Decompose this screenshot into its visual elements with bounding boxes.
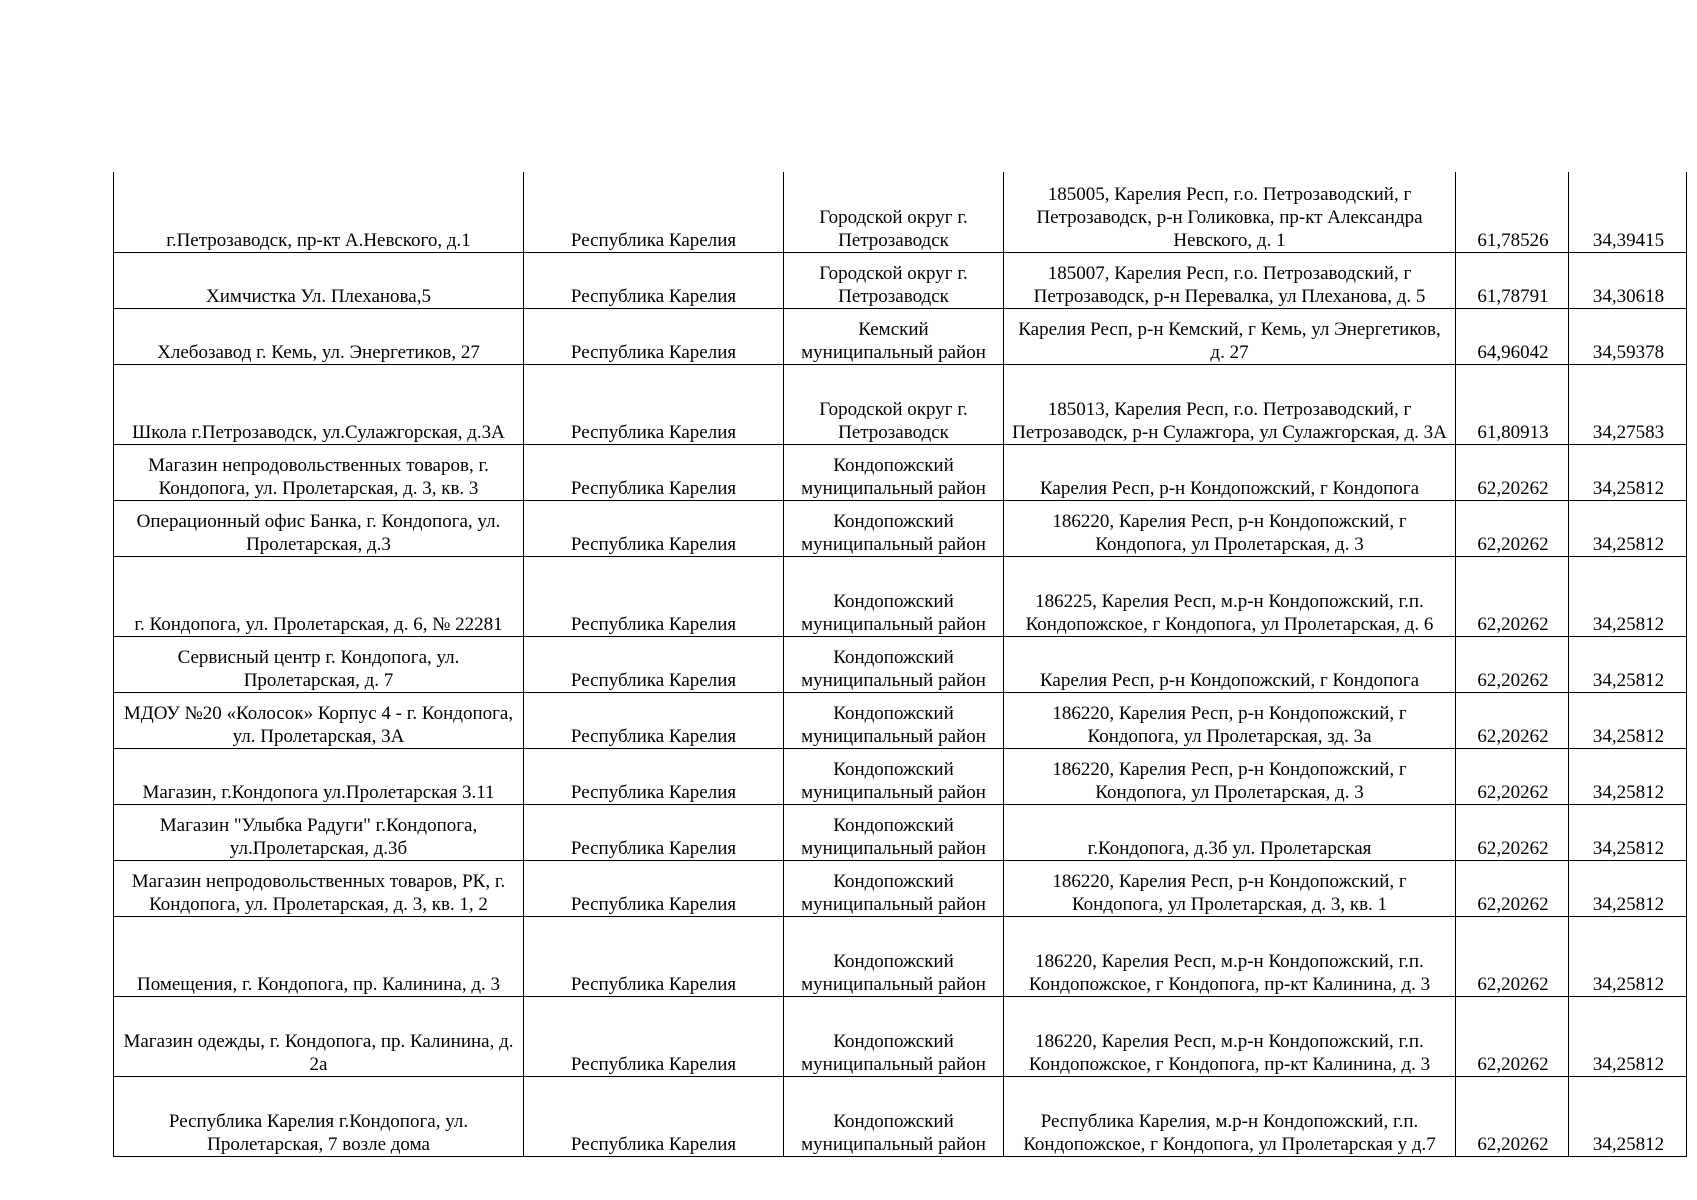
object-name-cell: МДОУ №20 «Колосок» Корпус 4 - г. Кондопога, ул. Пролетарская, 3А (114, 692, 524, 748)
longitude-cell: 34,25812 (1569, 860, 1687, 916)
address-cell: г.Кондопога, д.3б ул. Пролетарская (1004, 804, 1456, 860)
object-name-cell: Магазин, г.Кондопога ул.Пролетарская 3.11 (114, 748, 524, 804)
longitude-cell: 34,25812 (1569, 804, 1687, 860)
latitude-cell: 62,20262 (1456, 916, 1569, 996)
table-row (114, 636, 1687, 692)
object-name-cell: г.Петрозаводск, пр-кт А.Невского, д.1 (114, 172, 524, 252)
address-cell: 186220, Карелия Респ, р-н Кондопожский, г Кондопога, ул Пролетарская, д. 3 (1004, 500, 1456, 556)
municipality-cell: Городской округ г. Петрозаводск (784, 364, 1004, 444)
latitude-cell: 62,20262 (1456, 444, 1569, 500)
municipality-cell: Кондопожский муниципальный район (784, 860, 1004, 916)
latitude-cell: 64,96042 (1456, 308, 1569, 364)
longitude-cell: 34,25812 (1569, 500, 1687, 556)
longitude-cell: 34,25812 (1569, 996, 1687, 1076)
longitude-cell: 34,25812 (1569, 1076, 1687, 1156)
object-name-cell: Помещения, г. Кондопога, пр. Калинина, д. 3 (114, 916, 524, 996)
municipality-cell: Городской округ г. Петрозаводск (784, 252, 1004, 308)
table-row (114, 444, 1687, 500)
municipality-cell: Кондопожский муниципальный район (784, 636, 1004, 692)
municipality-cell: Кондопожский муниципальный район (784, 444, 1004, 500)
region-cell: Республика Карелия (524, 500, 784, 556)
address-cell: 186220, Карелия Респ, м.р-н Кондопожский, г.п. Кондопожское, г Кондопога, пр-кт Калинина, д. 3 (1004, 916, 1456, 996)
address-cell: 186220, Карелия Респ, м.р-н Кондопожский, г.п. Кондопожское, г Кондопога, пр-кт Калинина, д. 3 (1004, 996, 1456, 1076)
region-cell: Республика Карелия (524, 748, 784, 804)
municipality-cell: Кемский муниципальный район (784, 308, 1004, 364)
table-row (114, 1076, 1687, 1156)
latitude-cell: 62,20262 (1456, 996, 1569, 1076)
longitude-cell: 34,27583 (1569, 364, 1687, 444)
table-row (114, 172, 1687, 252)
object-name-cell: Магазин непродовольственных товаров, г. Кондопога, ул. Пролетарская, д. 3, кв. 3 (114, 444, 524, 500)
region-cell: Республика Карелия (524, 804, 784, 860)
address-cell: Карелия Респ, р-н Кондопожский, г Кондопога (1004, 636, 1456, 692)
table-row (114, 804, 1687, 860)
object-name-cell: Магазин "Улыбка Радуги" г.Кондопога, ул.Пролетарская, д.3б (114, 804, 524, 860)
region-cell: Республика Карелия (524, 636, 784, 692)
address-cell: 186220, Карелия Респ, р-н Кондопожский, г Кондопога, ул Пролетарская, зд. 3а (1004, 692, 1456, 748)
address-cell: 186220, Карелия Респ, р-н Кондопожский, г Кондопога, ул Пролетарская, д. 3 (1004, 748, 1456, 804)
address-cell: 185007, Карелия Респ, г.о. Петрозаводский, г Петрозаводск, р-н Перевалка, ул Плеханова, д. 5 (1004, 252, 1456, 308)
table-row (114, 692, 1687, 748)
region-cell: Республика Карелия (524, 308, 784, 364)
address-cell: 186225, Карелия Респ, м.р-н Кондопожский, г.п. Кондопожское, г Кондопога, ул Пролетарская, д. 6 (1004, 556, 1456, 636)
municipality-cell: Кондопожский муниципальный район (784, 804, 1004, 860)
object-name-cell: Магазин непродовольственных товаров, РК, г. Кондопога, ул. Пролетарская, д. 3, кв. 1, 2 (114, 860, 524, 916)
municipality-cell: Городской округ г. Петрозаводск (784, 172, 1004, 252)
object-name-cell: Сервисный центр г. Кондопога, ул. Пролетарская, д. 7 (114, 636, 524, 692)
table-row (114, 364, 1687, 444)
region-cell: Республика Карелия (524, 860, 784, 916)
latitude-cell: 62,20262 (1456, 804, 1569, 860)
municipality-cell: Кондопожский муниципальный район (784, 692, 1004, 748)
object-name-cell: Школа г.Петрозаводск, ул.Сулажгорская, д.3А (114, 364, 524, 444)
municipality-cell: Кондопожский муниципальный район (784, 996, 1004, 1076)
object-name-cell: Хлебозавод г. Кемь, ул. Энергетиков, 27 (114, 308, 524, 364)
object-name-cell: Магазин одежды, г. Кондопога, пр. Калинина, д. 2а (114, 996, 524, 1076)
municipality-cell: Кондопожский муниципальный район (784, 916, 1004, 996)
address-cell: 186220, Карелия Респ, р-н Кондопожский, г Кондопога, ул Пролетарская, д. 3, кв. 1 (1004, 860, 1456, 916)
registry-table (113, 172, 1687, 1157)
object-name-cell: Республика Карелия г.Кондопога, ул. Пролетарская, 7 возле дома (114, 1076, 524, 1156)
table-row (114, 916, 1687, 996)
address-cell: 185005, Карелия Респ, г.о. Петрозаводский, г Петрозаводск, р-н Голиковка, пр-кт Александра Невского, д. 1 (1004, 172, 1456, 252)
object-name-cell: Операционный офис Банка, г. Кондопога, ул. Пролетарская, д.3 (114, 500, 524, 556)
latitude-cell: 62,20262 (1456, 1076, 1569, 1156)
address-cell: Карелия Респ, р-н Кемский, г Кемь, ул Энергетиков, д. 27 (1004, 308, 1456, 364)
region-cell: Республика Карелия (524, 364, 784, 444)
address-cell: Республика Карелия, м.р-н Кондопожский, г.п. Кондопожское, г Кондопога, ул Пролетарская у д.7 (1004, 1076, 1456, 1156)
municipality-cell: Кондопожский муниципальный район (784, 500, 1004, 556)
table-row (114, 748, 1687, 804)
longitude-cell: 34,25812 (1569, 916, 1687, 996)
latitude-cell: 62,20262 (1456, 500, 1569, 556)
longitude-cell: 34,25812 (1569, 444, 1687, 500)
region-cell: Республика Карелия (524, 172, 784, 252)
latitude-cell: 62,20262 (1456, 556, 1569, 636)
longitude-cell: 34,25812 (1569, 636, 1687, 692)
address-cell: Карелия Респ, р-н Кондопожский, г Кондопога (1004, 444, 1456, 500)
municipality-cell: Кондопожский муниципальный район (784, 748, 1004, 804)
region-cell: Республика Карелия (524, 556, 784, 636)
longitude-cell: 34,25812 (1569, 556, 1687, 636)
region-cell: Республика Карелия (524, 444, 784, 500)
object-name-cell: г. Кондопога, ул. Пролетарская, д. 6, № 22281 (114, 556, 524, 636)
latitude-cell: 61,78526 (1456, 172, 1569, 252)
table-row (114, 860, 1687, 916)
latitude-cell: 61,78791 (1456, 252, 1569, 308)
region-cell: Республика Карелия (524, 692, 784, 748)
table-row (114, 500, 1687, 556)
latitude-cell: 62,20262 (1456, 692, 1569, 748)
longitude-cell: 34,25812 (1569, 748, 1687, 804)
table-row (114, 996, 1687, 1076)
latitude-cell: 62,20262 (1456, 748, 1569, 804)
longitude-cell: 34,59378 (1569, 308, 1687, 364)
region-cell: Республика Карелия (524, 1076, 784, 1156)
registry-table-body (114, 172, 1687, 1156)
table-row (114, 252, 1687, 308)
longitude-cell: 34,39415 (1569, 172, 1687, 252)
region-cell: Республика Карелия (524, 252, 784, 308)
table-row (114, 556, 1687, 636)
table-row (114, 308, 1687, 364)
region-cell: Республика Карелия (524, 996, 784, 1076)
longitude-cell: 34,25812 (1569, 692, 1687, 748)
latitude-cell: 61,80913 (1456, 364, 1569, 444)
municipality-cell: Кондопожский муниципальный район (784, 1076, 1004, 1156)
latitude-cell: 62,20262 (1456, 636, 1569, 692)
address-cell: 185013, Карелия Респ, г.о. Петрозаводский, г Петрозаводск, р-н Сулажгора, ул Сулажгорская, д. 3А (1004, 364, 1456, 444)
region-cell: Республика Карелия (524, 916, 784, 996)
object-name-cell: Химчистка Ул. Плеханова,5 (114, 252, 524, 308)
municipality-cell: Кондопожский муниципальный район (784, 556, 1004, 636)
latitude-cell: 62,20262 (1456, 860, 1569, 916)
longitude-cell: 34,30618 (1569, 252, 1687, 308)
